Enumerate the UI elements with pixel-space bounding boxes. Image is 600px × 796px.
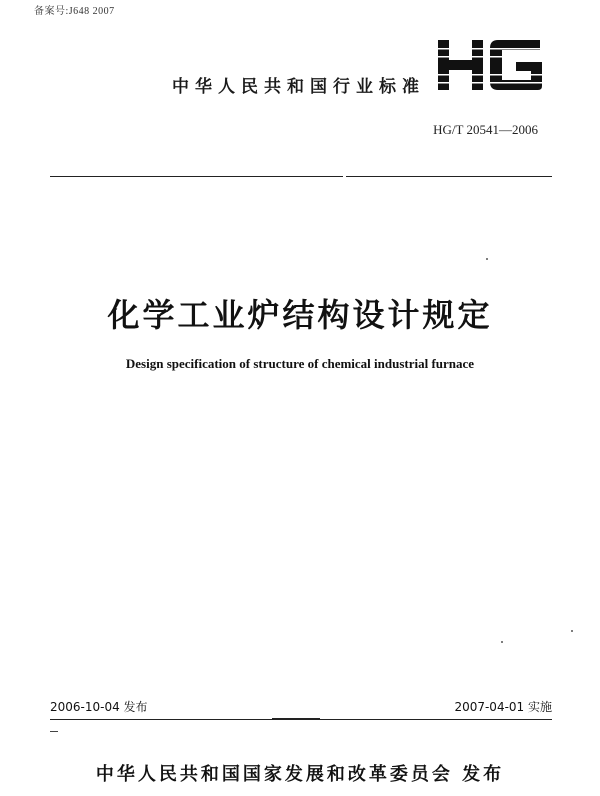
industry-standard-label: 中华人民共和国行业标准 — [172, 77, 425, 97]
title-english: Design specification of structure of chemical industrial furnace — [125, 356, 475, 371]
scan-speck — [486, 258, 488, 260]
publisher: 中华人民共和国国家发展和改革委员会 发布 — [95, 764, 505, 785]
standard-number: HG/T 20541—2006 — [433, 122, 538, 137]
header-divider — [50, 176, 552, 177]
scan-speck — [501, 641, 503, 643]
issue-date: 2006-10-04 发布 — [50, 700, 148, 714]
dash-mark — [50, 731, 58, 732]
hg-logo-graphic — [436, 36, 546, 94]
implementation-date: 2007-04-01 实施 — [454, 700, 552, 714]
header-divider-gap — [343, 174, 346, 178]
scan-speck — [571, 630, 573, 632]
title-chinese: 化学工业炉结构设计规定 — [107, 296, 493, 334]
record-number: 备案号:J648 2007 — [34, 6, 115, 17]
footer-divider-accent — [272, 718, 320, 720]
hg-logo — [436, 36, 546, 94]
